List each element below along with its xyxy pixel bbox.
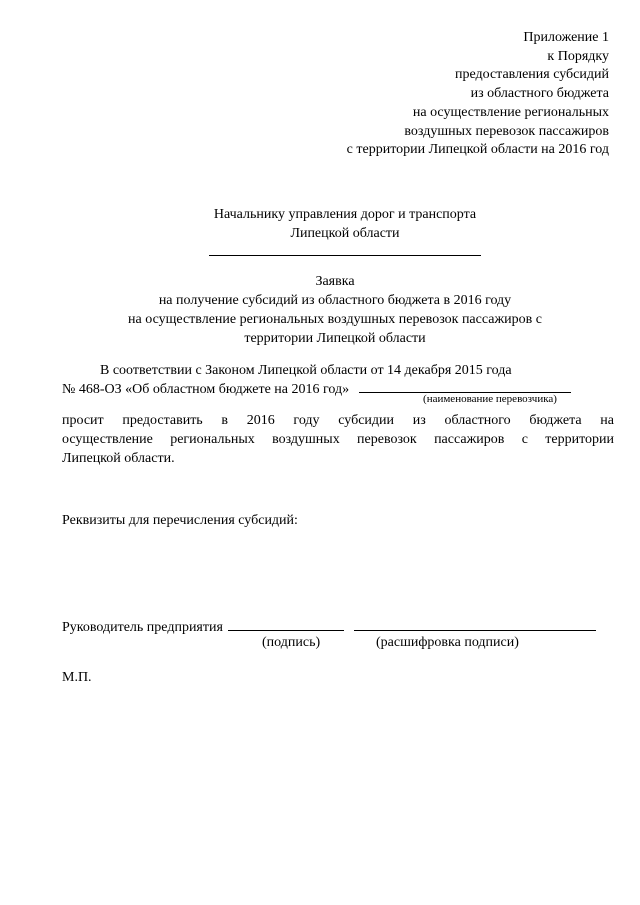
- carrier-blank-line: [359, 382, 571, 393]
- stamp-label: М.П.: [62, 670, 92, 685]
- body-line2: № 468-ОЗ «Об областном бюджете на 2016 год»: [62, 382, 350, 397]
- title-line3: территории Липецкой области: [244, 331, 426, 346]
- title-heading: Заявка: [315, 274, 355, 289]
- title-line2: на осуществление региональных воздушных перевозок пассажиров с: [128, 312, 542, 327]
- signature-blank-line: [228, 620, 344, 631]
- appendix-line: на осуществление региональных: [412, 104, 609, 120]
- paragraph-line2: осуществление региональных воздушных перевозок пассажиров с территории: [62, 432, 614, 447]
- appendix-line: с территории Липецкой области на 2016 год: [346, 142, 609, 158]
- body-paragraph: [62, 411, 614, 468]
- appendix-header: [347, 29, 609, 160]
- appendix-line: из областного бюджета: [470, 86, 609, 102]
- addressee-line2: Липецкой области: [290, 226, 400, 241]
- appendix-line: предоставления субсидий: [454, 67, 609, 83]
- appendix-line: Приложение 1: [523, 30, 609, 45]
- paragraph-line1: просит предоставить в 2016 году субсидии из областного бюджета на: [62, 413, 614, 428]
- decoding-blank-line: [354, 620, 596, 631]
- addressee-block: [160, 205, 530, 262]
- carrier-caption: (наименование перевозчика): [423, 393, 557, 405]
- appendix-line: воздушных перевозок пассажиров: [404, 123, 609, 139]
- appendix-line: к Порядку: [547, 48, 609, 64]
- application-title: [100, 272, 570, 348]
- decoding-caption: (расшифровка подписи): [376, 635, 519, 650]
- requisites-label: Реквизиты для перечисления субсидий:: [62, 513, 298, 528]
- addressee-blank-line: [209, 245, 481, 256]
- addressee-line1: Начальнику управления дорог и транспорта: [213, 207, 477, 222]
- signature-row: [62, 620, 596, 636]
- paragraph-line3: Липецкой области.: [62, 451, 175, 466]
- body-line1: В соответствии с Законом Липецкой области от 14 декабря 2015 года: [100, 363, 512, 378]
- title-line1: на получение субсидий из областного бюджета в 2016 году: [158, 293, 512, 308]
- signature-label: Руководитель предприятия: [62, 620, 223, 635]
- signature-caption: (подпись): [262, 635, 321, 650]
